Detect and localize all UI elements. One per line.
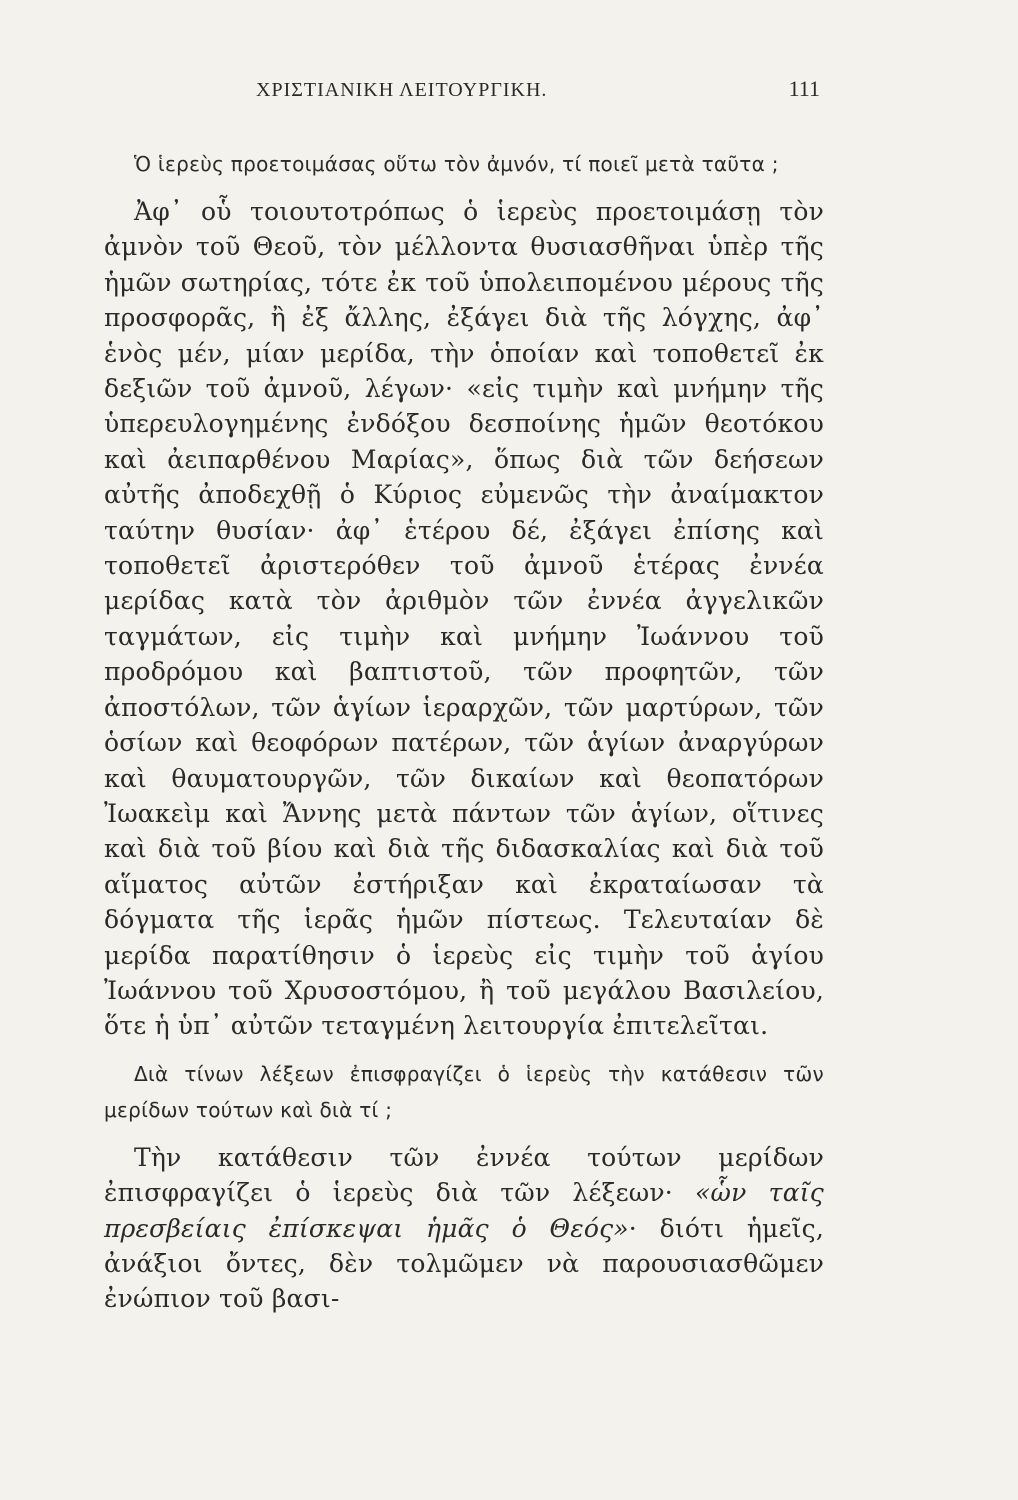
answer-2-text-end: · διότι ἡμεῖς, ἀνάξιοι ὄντες, δὲν τολμῶμεν νὰ παρουσιασθῶμεν ἐνώπιον τοῦ βασι- [104,1213,825,1314]
answer-2-text-start: Τὴν κατάθεσιν τῶν ἐννέα τούτων μερίδων ἐπισφραγίζει ὁ ἱερεὺς διὰ τῶν λέξεων· [104,1142,824,1208]
page-header [240,76,820,102]
question-paragraph-2: Διὰ τίνων λέξεων ἐπισφραγίζει ὁ ἱερεὺς τὴν κατάθεσιν τῶν μερίδων τούτων καὶ διὰ τί ; [104,1061,824,1122]
answer-paragraph-2 [104,1140,824,1317]
page-body [104,146,824,1329]
question-paragraph-1: Ὁ ἱερεὺς προετοιμάσας οὕτω τὸν ἀμνόν, τί ποιεῖ μετὰ ταῦτα ; [134,152,779,176]
running-title: ΧΡΙΣΤΙΑΝΙΚΗ ΛΕΙΤΟΥΡΓΙΚΗ. [256,79,548,101]
liturgical-quote: «ὧν ταῖς πρεσβείαις ἐπίσκεψαι ἡμᾶς ὁ Θεός» [104,1178,824,1243]
page-number: 111 [788,76,820,101]
answer-paragraph-1: Ἀφ᾽ οὗ τοιουτοτρόπως ὁ ἱερεὺς προετοιμάσῃ τὸν ἀμνὸν τοῦ Θεοῦ, τὸν μέλλοντα θυσιασθῆναι ὑπὲρ τῆς ἡμῶν σωτηρίας, τότε ἐκ τοῦ ὑπολειπομένου μέρους τῆς προσφορᾶς, ἢ ἐξ ἄλλης, ἐξάγει διὰ τῆς λόγχης, ἀφ᾽ ἑνὸς μέν, μίαν μερίδα, τὴν ὁποίαν καὶ τοποθετεῖ ἐκ δεξιῶν τοῦ ἀμνοῦ, λέγων· «εἰς τιμὴν καὶ μνήμην τῆς ὑπερευλογημένης ἐνδόξου δεσποίνης ἡμῶν θεοτόκου καὶ ἀειπαρθένου Μαρίας», ὅπως διὰ τῶν δεήσεων αὐτῆς ἀποδεχθῇ ὁ Κύριος εὐμενῶς τὴν ἀναίμακτον ταύτην θυσίαν· ἀφ᾽ ἑτέρου δέ, ἐξάγει ἐπίσης καὶ τοποθετεῖ ἀριστερόθεν τοῦ ἀμνοῦ ἑτέρας ἐννέα μερίδας κατὰ τὸν ἀριθμὸν τῶν ἐννέα ἀγγελικῶν ταγμάτων, εἰς τιμὴν καὶ μνήμην Ἰωάννου τοῦ προδρόμου καὶ βαπτιστοῦ, τῶν προφητῶν, τῶν ἀποστόλων, τῶν ἁγίων ἱεραρχῶν, τῶν μαρτύρων, τῶν ὁσίων καὶ θεοφόρων πατέρων, τῶν ἁγίων ἀναργύρων καὶ θαυματουργῶν, τῶν δικαίων καὶ θεοπατόρων Ἰωακεὶμ καὶ Ἄννης μετὰ πάντων τῶν ἁγίων, οἵτινες καὶ διὰ τοῦ βίου καὶ διὰ τῆς διδασκαλίας καὶ διὰ τοῦ αἵματος αὐτῶν ἐστήριξαν καὶ ἐκραταίωσαν τὰ δόγματα τῆς ἱερᾶς ἡμῶν πίστεως. Τελευταίαν δὲ μερίδα παρατίθησιν ὁ ἱερεὺς εἰς τιμὴν τοῦ ἁγίου Ἰωάννου τοῦ Χρυσοστόμου, ἢ τοῦ μεγάλου Βασιλείου, ὅτε ἡ ὑπ᾽ αὐτῶν τεταγμένη λειτουργία ἐπιτελεῖται. [104,197,824,1041]
